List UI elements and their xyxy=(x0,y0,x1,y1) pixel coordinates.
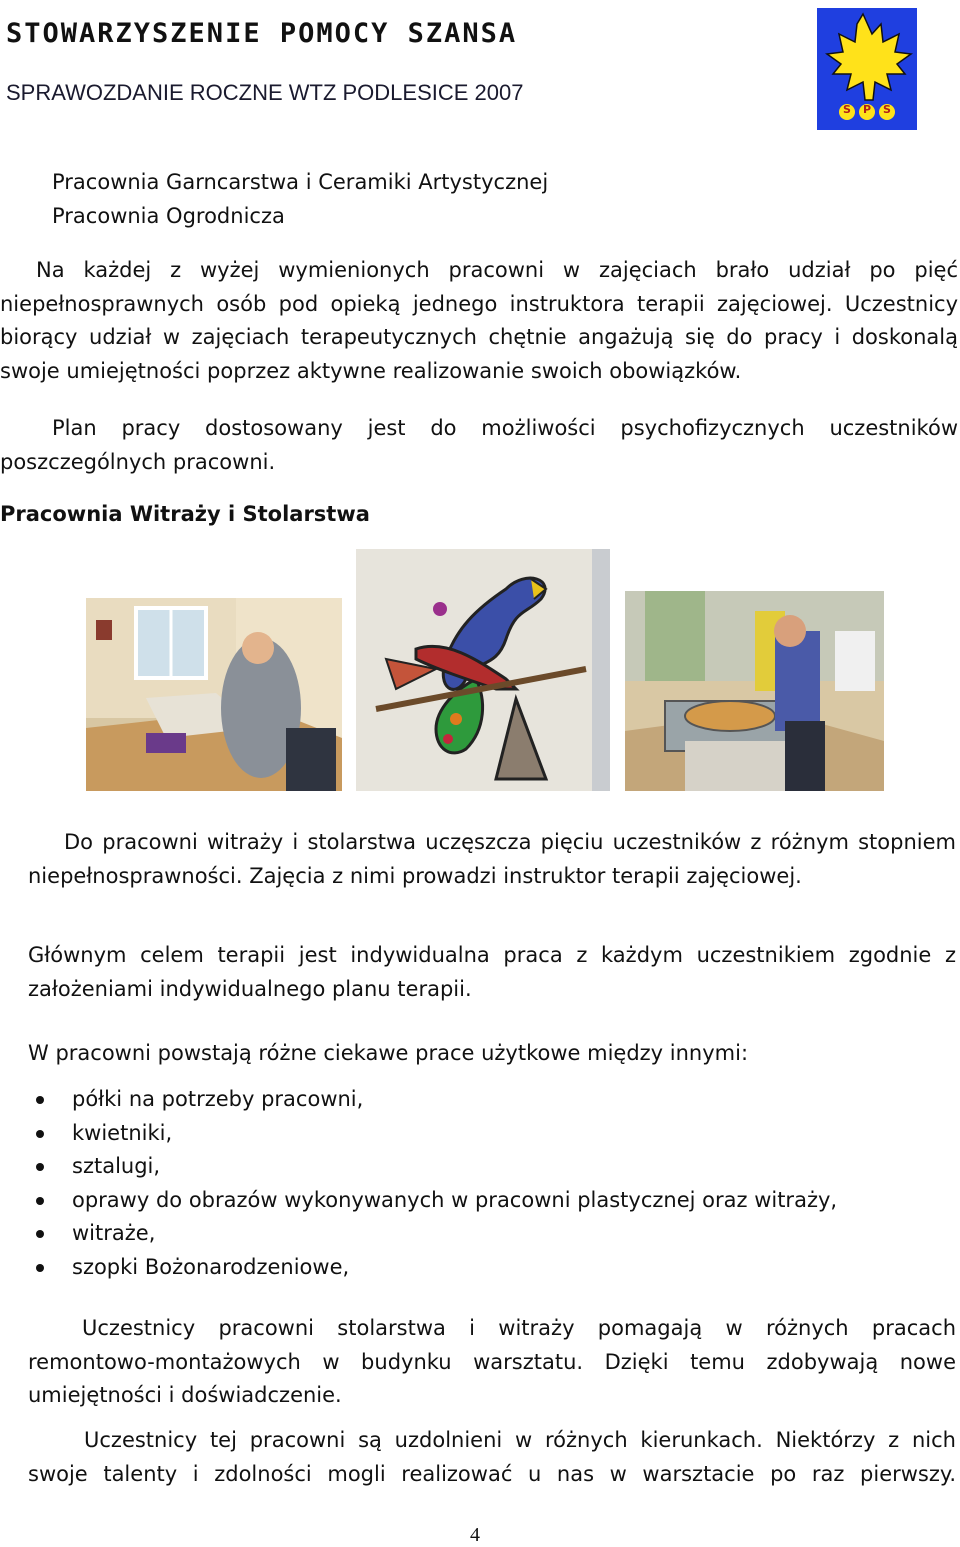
section-paragraph-4: Uczestnicy tej pracowni są uzdolnieni w różnych kierunkach. Niektórzy z nich swoje talenty i zdolności mogli realizować u nas w warsztacie po raz pierwszy. xyxy=(28,1428,956,1486)
products-list xyxy=(28,1083,928,1285)
sps-logo xyxy=(817,8,917,130)
bullet-icon xyxy=(36,1130,44,1138)
intro-paragraph-2: Plan pracy dostosowany jest do możliwości psychofizycznych uczestników poszczególnych pracowni. xyxy=(0,416,958,474)
section-paragraph-3: Uczestnicy pracowni stolarstwa i witraży pomagają w różnych pracach remontowo-montażowych w budynku warsztatu. Dzięki temu zdobywają nowe umiejętności i doświadczenie. xyxy=(28,1316,956,1407)
bullet-icon xyxy=(36,1096,44,1104)
list-item: witraże, xyxy=(28,1217,928,1251)
report-title: SPRAWOZDANIE ROCZNE WTZ PODLESICE 2007 xyxy=(6,80,524,105)
organization-name: STOWARZYSZENIE POMOCY SZANSA xyxy=(6,18,518,49)
bullet-icon xyxy=(36,1197,44,1205)
logo-text: SPS xyxy=(843,103,903,116)
section-paragraph-2: Głównym celem terapii jest indywidualna praca z każdym uczestnikiem zgodnie z założeniami indywidualnego planu terapii. xyxy=(28,943,956,1001)
list-intro: W pracowni powstają różne ciekawe prace użytkowe między innymi: xyxy=(28,1041,749,1065)
list-item: oprawy do obrazów wykonywanych w pracowni plastycznej oraz witraży, xyxy=(28,1184,928,1218)
bullet-icon xyxy=(36,1264,44,1272)
top-line: Pracownia Garncarstwa i Ceramiki Artystycznej xyxy=(52,170,549,194)
workshop-photo-2 xyxy=(625,591,884,791)
top-line: Pracownia Ogrodnicza xyxy=(52,203,285,228)
intro-paragraph-1: Na każdej z wyżej wymienionych pracowni w zajęciach brało udział po pięć niepełnosprawnych osób pod opieką jednego instruktora terapii zajęciowej. Uczestnicy biorący udział w zajęciach terapeutycznych chętnie angażują się do pracy i doskonalą swoje umiejętności poprzez aktywne realizowanie swoich obowiązków. xyxy=(0,258,958,383)
bullet-icon xyxy=(36,1163,44,1171)
list-item: kwietniki, xyxy=(28,1117,928,1151)
section-heading: Pracownia Witraży i Stolarstwa xyxy=(0,502,370,526)
bullet-icon xyxy=(36,1230,44,1238)
list-item: półki na potrzeby pracowni, xyxy=(28,1083,928,1117)
section-paragraph-1: Do pracowni witraży i stolarstwa uczęszcza pięciu uczestników z różnym stopniem niepełnosprawności. Zajęcia z nimi prowadzi instruktor terapii zajęciowej. xyxy=(28,830,956,888)
page-number: 4 xyxy=(470,1524,480,1546)
workshop-photo-1 xyxy=(86,598,342,791)
list-item: szopki Bożonarodzeniowe, xyxy=(28,1251,928,1285)
workshop-list-top xyxy=(52,166,548,233)
stained-glass-peacock xyxy=(356,549,610,791)
list-item: sztalugi, xyxy=(28,1150,928,1184)
